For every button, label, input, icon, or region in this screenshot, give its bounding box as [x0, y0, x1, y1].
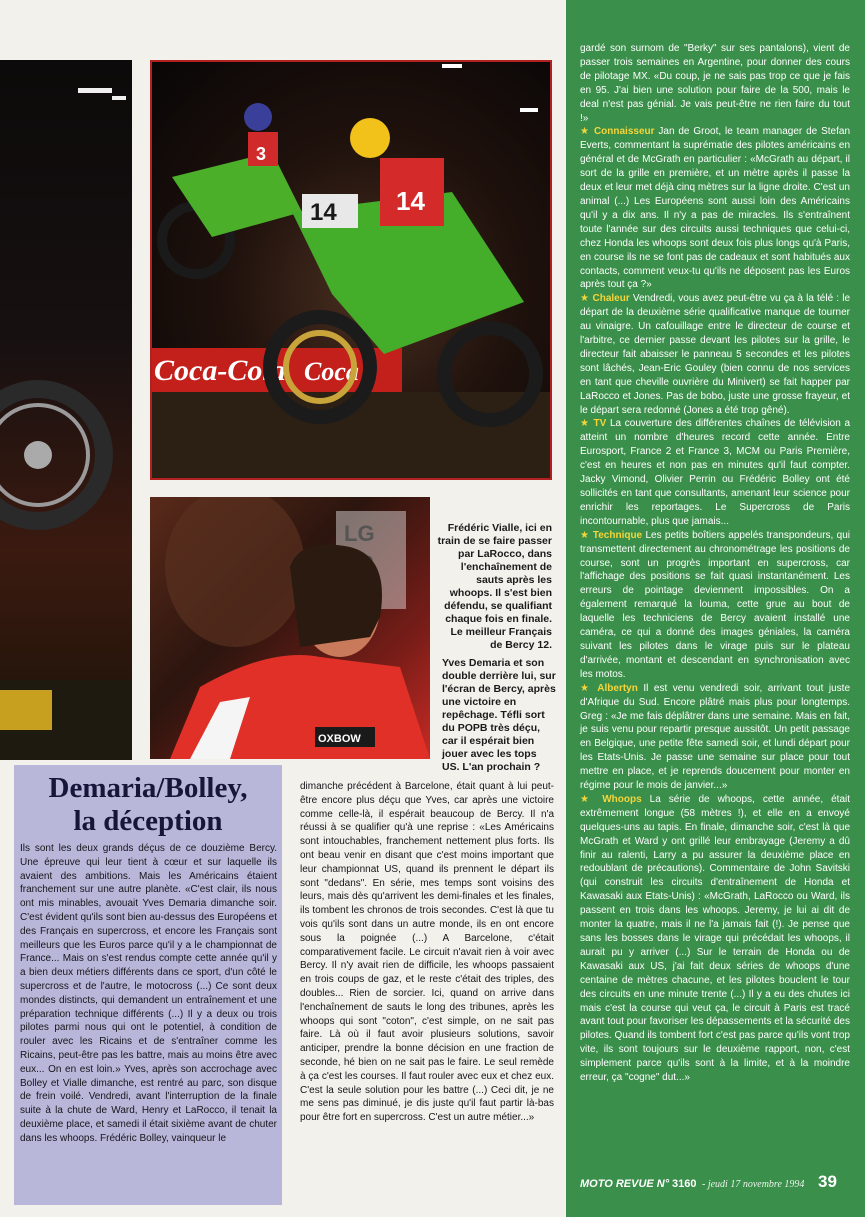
headline-line-1: Demaria/Bolley,: [48, 772, 248, 804]
star-icon: ★: [580, 293, 590, 305]
plate-number: 14: [310, 199, 337, 226]
supercross-photo-art: [152, 62, 550, 478]
photo-demaria-portrait: [150, 497, 430, 759]
sidebar-keyword: TV: [593, 418, 607, 430]
issue-number: 3160: [672, 1178, 697, 1190]
article-column-1: Ils sont les deux grands déçus de ce douzième Bercy. Une épreuve qui leur tient à cœur et sur laquelle ils avaient des ambitions. Mais les Américains étaient franchement sur une autre planète. «C'est clair, ils nous ont mis minables, avouait Yves Demaria dimanche soir. C'est évident qu'ils sont bien au-dessus des Européens et des Français en supercross, et encore les Français sont meilleurs que les Euros parce qu'il y a le championnat de France... Mais on s'est rendus compte cette année qu'il y a bien deux métiers différents dans ce sport, d'un côté le supercross et de l'autre, le motocross (...) Ce sont deux mondes distincts, qui demandent un entraînement et une préparation technique différents (...) Il y a deux ou trois pilotes parmi nous qui ont le potentiel, à condition de rouler avec les Ricains et de s'entraîner comme les Ricains, peut-être pas les battre, mais au moins être avec eux... On en est loin.» Yves, après son accrochage avec Bolley et Vialle dimanche, est rentré au parc, son disque de frein voilé. Vendredi, avant l'interruption de la finale suite à la chute de Ward, Henry et LaRocco, il tenait la deuxième place, et samedi il était sixième avant de chuter dans les whoops. Frédéric Bolley, vainqueur le: [20, 843, 277, 1144]
rider-hair: [290, 545, 382, 648]
portrait-photo-art: [150, 497, 430, 759]
article-headline: [14, 772, 282, 838]
stadium-light: [442, 64, 462, 68]
sidebar-item-text: Il est venu vendredi soir, arrivant tout juste d'Afrique du Sud. Encore plâtré mais plus pour longtemps. Greg : «Je me fais déplâtrer dans une semaine. Mais en fait, je suis venu pour repartir presque aussitôt. Un petit passage en Belgique, une petite fête samedi soir, et lundi départ pour les Etats-Unis. Je passe une semaine sur place pour tout mettre en place, et je reprends doucement pour monter en régime pour le mois de janvier...»: [580, 682, 851, 792]
page-footer: [580, 1172, 850, 1202]
left-photo-art: [0, 60, 132, 760]
issue-date: - jeudi 17 novembre 1994: [702, 1179, 805, 1190]
sidebar-keyword: Connaisseur: [593, 126, 655, 138]
sidebar-item: [580, 417, 850, 528]
stadium-light: [520, 108, 538, 112]
sidebar-item: [580, 682, 850, 793]
rider-back-number: 14: [396, 186, 425, 216]
stadium-light: [112, 96, 126, 100]
sidebar-item-text: Les petits boîtiers appelés transpondeurs, qui transmettent directement au chronométrage les positions de course, sont un progrès important en supercross, car l'affichage des positions se fait quasi instantanément. Les erreurs de pointage deviennent impossibles. On a également remarqué la louma, cette grue au bout de laquelle les techniciens de Bercy avaient installé une caméra, ce qui a donné des images géniales, la caméra suivant les pilotes dans le virage puis sur le plateau d'arrivée, montant et descendant en synchronisation avec les motos.: [580, 529, 850, 680]
sidebar-item-text: La couverture des différentes chaînes de télévision a atteint un nombre d'heures record cette année. Entre Eurosport, France 2 et France 3, MCM ou Paris Première, c'est en heures et non pas en minutes qu'il faut compter. Jacky Vimond, Olivier Perrin ou Frédéric Bolley ont été sollicités en tant que consultants, amenant leur science pour enrichir les reportages. Le Supercross de Paris incontournable, plus que jamais...: [580, 418, 851, 527]
sidebar-item-text: Vendredi, vous avez peut-être vu ça à la télé : le départ de la deuxième série qualificative manque de tourner au vinaigre. Un cafouillage entre le directeur de course et l'arbitre, ce dernier passe devant les pilotes sur la grille, le directeur fait abaisser le panneau 5 secondes et les pilotes sont lâchés, Jean-Eric Gouley (bien connu de nos services en tant que cheville ouvrière du Minivert) se fait happer par LaRocco et Jones. Pas de bobo, juste une grosse frayeur, et le départ sera redonné (Jones a été trop gêné).: [580, 293, 851, 416]
sidebar-item: [580, 529, 850, 682]
screen-face-shape: [165, 497, 305, 647]
photo-left-cropped: [0, 60, 132, 760]
sidebar-text: [580, 42, 850, 1085]
sidebar-item: [580, 292, 850, 417]
star-icon: ★: [580, 418, 590, 430]
coca-cola-banner: Coca-Cola: [154, 354, 286, 387]
sidebar-item-text: La série de whoops, cette année, était extrêmement longue (58 mètres !), et elle en a envoyé quelques-uns au tapis. En finale, dimanche soir, c'est là que McGrath et Ward y ont grillé leur embrayage (Jeremy a dû finir au ralenti, Larry a pu assurer la deuxième place en redoublant de précautions). Commentaire de John Savitski (qui construit les circuits d'entraînement de Honda et Kawasaki aux Etats-Unis) : «McGrath, LaRocco ou Ward, ils passent en trois dans les whoops. Jeremy, je lui ai dit de monter la quatre, mais il ne l'a jamais fait (!). Je pense que sans les bosses dans le virage qui précédait les whoops, il aurait pu y arriver (...) Sur le terrain de Honda ou de Kawasaki aux US, j'ai fait deux séries de whoops d'une centaine de mètres chacune, et les pilotes bouclent le tour des circuits en une minute trente (...) Il y a eu des chutes ici mais c'est la course qui veut ça, le circuit à Paris est tracé avant tout pour favoriser les dépassements et la sécurité des pilotes. Quand ils tombent fort c'est pas parce qu'ils vont trop vite, ils sont toujours sur le deuxième rapport, non, c'est simplement parce qu'ils sont à la limite, et à la moindre erreur, ça "cogne" dut...»: [580, 793, 851, 1084]
star-icon: ★: [580, 793, 595, 805]
page-number: 39: [818, 1172, 837, 1191]
back-rider-number: 3: [256, 144, 267, 164]
photo-caption-demaria: Yves Demaria et son double derrière lui, sur l'écran de Bercy, après une victoire en repêchage. Téfli sort du POPB très déçu, car il espérait bien jouer avec les tops US. L'an prochain ?: [442, 657, 556, 773]
sidebar-keyword: Whoops: [602, 793, 642, 805]
wheel-hub: [24, 441, 52, 469]
sidebar-item: [580, 793, 850, 1085]
photo-caption-vialle: Frédéric Vialle, ici en train de se faire passer par LaRocco, dans l'enchaînement de sauts après les whoops. Il s'est bien défendu, se qualifiant chaque fois en finale. Le meilleur Français de Bercy 12.: [437, 522, 552, 651]
magazine-name: MOTO REVUE N°: [580, 1178, 670, 1190]
star-icon: ★: [580, 529, 590, 541]
back-rider-helmet: [244, 103, 272, 131]
oxbow-sponsor: OXBOW: [318, 733, 361, 745]
coca-banner: Coca: [304, 357, 359, 386]
sidebar-keyword: Technique: [592, 529, 643, 541]
headline-line-2: la déception: [73, 805, 223, 837]
article-column-2: dimanche précédent à Barcelone, était quant à lui peut-être encore plus déçu que Yves, car après une victoire comme celle-là, il espérait beaucoup de Bercy. Il n'a réussi à se qualifier qu'à une reprise : «Les Américains sont intouchables, franchement nettement plus forts. Ils ont beau venir en disant que c'est moins important que leur championnat US, quand ils prennent le départ ils sont "dedans". En série, mes temps sont voisins des leurs, mais dès qu'arrivent les demi-finales et les finales, ils tombent les chronos de trois secondes. C'est là que tu vois qu'ils sont dans un autre monde, ils en ont encore sous la poignée (...) A Barcelone, c'était comparativement facile. Le circuit n'avait rien à voir avec Bercy. Il n'y avait rien de difficile, les whoops passaient en trois coups de gaz, et le reste c'était des triples, des doubles... Rien de sorcier. Ici, quand on arrive dans l'enchaînement de sauts le long des tribunes, après les whoops qui sont "coton", c'est simple, on ne sait pas faire. Là où il faut avoir plusieurs solutions, savoir anticiper, prendre la bonne décision en une fraction de seconde, hé bien on ne sait pas le faire. Le seul remède à ça c'est les courses. Il faut rouler avec eux et chez eux. C'est la seule solution pour les battre (...) Ceci dit, je ne me sens pas diminué, je dis juste qu'il faut partir là-bas pour être fort en supercross. C'est un autre métier...»: [300, 781, 554, 1124]
star-icon: ★: [580, 682, 592, 694]
sidebar-keyword: Chaleur: [592, 293, 630, 305]
back-bike-body: [172, 152, 302, 237]
star-icon: ★: [580, 126, 591, 138]
watermark-text-1: LG: [344, 521, 375, 546]
sidebar-keyword: Albertyn: [597, 682, 638, 694]
stadium-light: [78, 88, 112, 93]
sidebar-item-text: Jan de Groot, le team manager de Stefan Everts, commentant la suprématie des pilotes américains en général et de McGrath en particulier : «McGrath au départ, il sort de la grille en première, et un mètre après il passe la deux et leur met déjà cinq mètres sur la ligne droite. C'est un animal (...) Les Européens sont aussi loin des Américains qu'il y a dix ans. Il n'y a pas de miracles. Ils s'entraînent toute l'année sur des circuits aussi techniques que celui-ci, chez Honda les whoops sont deux fois plus longs qu'à Paris, en course ils ne se font pas de cadeaux et sont habitués aux contacts, comment veux-tu qu'ils ne déposent pas les Euros après tout ça ?»: [580, 126, 851, 291]
main-rider-helmet: [350, 118, 390, 158]
sidebar-intro: gardé son surnom de "Berky" sur ses pantalons), vient de passer trois semaines en Argentine, pour donner des cours de pilotage MX. «Du coup, je ne sais pas trop ce que je fais en 95. J'ai bien une solution pour faire de la 500, mais le deal n'est pas génial. Je vais peut-être ne rien faire du tout !»: [580, 43, 850, 124]
sidebar-item: [580, 125, 850, 292]
banner-scrap: [0, 690, 52, 730]
photo-supercross-jump: [150, 60, 552, 480]
